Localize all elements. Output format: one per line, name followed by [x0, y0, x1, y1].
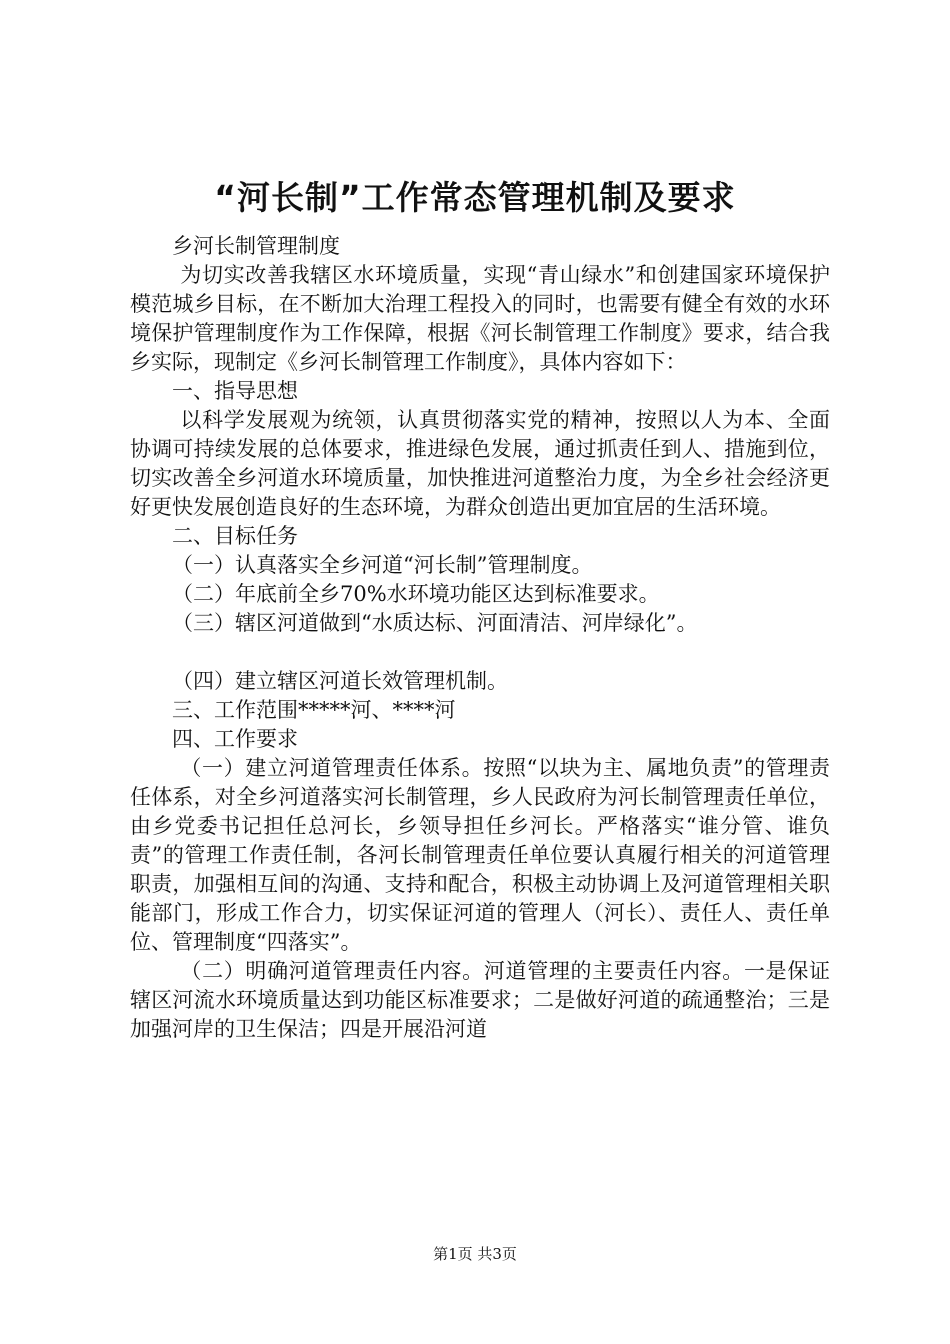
target-item-1: （一）认真落实全乡河道“河长制”管理制度。: [172, 553, 593, 577]
target-item-4: （四）建立辖区河道长效管理机制。: [172, 669, 508, 693]
guiding-thought-paragraph: 以科学发展观为统领，认真贯彻落实党的精神，按照以人为本、全面协调可持续发展的总体要求，推进绿色发展，通过抓责任到人、措施到位，切实改善全乡河道水环境质量，加快推进河道整治力度，为全乡社会经济更好更快发展创造良好的生态环境，为群众创造出更加宜居的生活环境。: [130, 408, 830, 519]
document-title: “河长制”工作常态管理机制及要求: [214, 178, 736, 217]
blank-line: [130, 638, 830, 667]
target-item-2: （二）年底前全乡70%水环境功能区达到标准要求。: [172, 582, 660, 606]
section-heading-2: 二、目标任务: [172, 524, 298, 548]
subtitle-line: 乡河长制管理制度: [172, 234, 340, 258]
section-heading-1: 一、指导思想: [172, 379, 298, 403]
document-body: [130, 232, 830, 1044]
requirement-paragraph-2: （二）明确河道管理责任内容。河道管理的主要责任内容。一是保证辖区河流水环境质量达到功能区标准要求；二是做好河道的疏通整治；三是加强河岸的卫生保洁；四是开展沿河道: [130, 959, 830, 1041]
page-footer: 第1页 共3页: [433, 1245, 517, 1263]
intro-paragraph: 为切实改善我辖区水环境质量，实现“青山绿水”和创建国家环境保护模范城乡目标，在不断加大治理工程投入的同时，也需要有健全有效的水环境保护管理制度作为工作保障，根据《河长制管理工作制度》要求，结合我乡实际，现制定《乡河长制管理工作制度》，具体内容如下：: [130, 263, 830, 374]
target-item-3: （三）辖区河道做到“水质达标、河面清洁、河岸绿化”。: [172, 611, 698, 635]
section-heading-4: 四、工作要求: [172, 727, 298, 751]
requirement-paragraph-1: （一）建立河道管理责任体系。按照“以块为主、属地负责”的管理责任体系，对全乡河道落实河长制管理，乡人民政府为河长制管理责任单位，由乡党委书记担任总河长，乡领导担任乡河长。严格落实“谁分管、谁负责”的管理工作责任制，各河长制管理责任单位要认真履行相关的河道管理职责，加强相互间的沟通、支持和配合，积极主动协调上及河道管理相关职能部门，形成工作合力，切实保证河道的管理人（河长）、责任人、责任单位、管理制度“四落实”。: [130, 756, 830, 954]
section-heading-3: 三、工作范围*****河、****河: [172, 698, 456, 722]
